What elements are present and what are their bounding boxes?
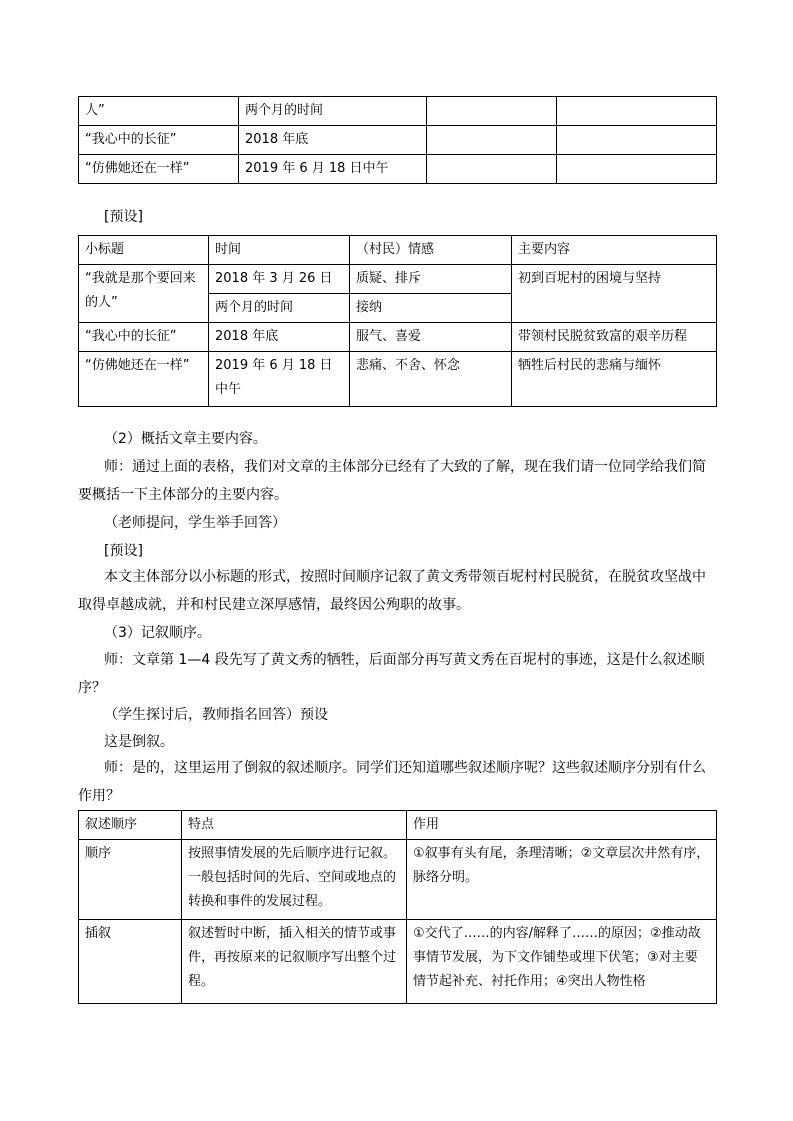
header-cell: 时间 <box>209 236 350 265</box>
paragraph: 本文主体部分以小标题的形式，按照时间顺序记叙了黄文秀带领百坭村村民脱贫，在脱贫攻坚战中取得卓越成就，并和村民建立深厚感情，最终因公殉职的故事。 <box>78 569 706 613</box>
header-cell: 作用 <box>407 811 717 840</box>
table-cell: 两个月的时间 <box>209 294 350 323</box>
paragraph: [预设] <box>104 543 143 559</box>
preset-label: [预设] <box>104 209 143 225</box>
table-cell: 初到百坭村的困境与坚持 <box>512 265 717 323</box>
table-cell: 人” <box>79 97 239 126</box>
table-row <box>79 920 717 1004</box>
table-cell: 牺牲后村民的悲痛与缅怀 <box>512 352 717 407</box>
header-cell: 特点 <box>182 811 407 840</box>
table-cell <box>427 155 557 184</box>
table-cell: “仿佛她还在一样” <box>79 352 209 407</box>
table-cell: 接纳 <box>350 294 512 323</box>
table-header-row <box>79 236 717 265</box>
table-cell: ①叙事有头有尾，条理清晰；②文章层次井然有序，脉络分明。 <box>407 840 717 920</box>
table-cell: 2018 年 3 月 26 日 <box>209 265 350 294</box>
table-row <box>79 126 717 155</box>
table-row <box>79 155 717 184</box>
table-row <box>79 323 717 352</box>
table-cell: 两个月的时间 <box>239 97 427 126</box>
header-cell: 主要内容 <box>512 236 717 265</box>
table-cell: 服气、喜爱 <box>350 323 512 352</box>
narration-order-table <box>78 810 717 1004</box>
paragraph: （老师提问，学生举手回答） <box>104 515 286 531</box>
table-header-row <box>79 811 717 840</box>
table-cell: “我就是那个要回来的人” <box>79 265 209 323</box>
table-cell <box>557 126 717 155</box>
table-cell <box>427 97 557 126</box>
table-cell: 带领村民脱贫致富的艰辛历程 <box>512 323 717 352</box>
table-row <box>79 352 717 407</box>
table-cell: “我心中的长征” <box>79 323 209 352</box>
header-cell: 叙述顺序 <box>79 811 182 840</box>
paragraph: （学生探讨后，教师指名回答）预设 <box>104 707 328 723</box>
table-cell: 2018 年底 <box>239 126 427 155</box>
table-cell: 2019 年 6 月 18 日中午 <box>209 352 350 407</box>
paragraph: 这是倒叙。 <box>104 734 174 750</box>
paragraph: 师：文章第 1—4 段先写了黄文秀的牺牲，后面部分再写黄文秀在百坭村的事迹，这是什么叙述顺序？ <box>78 652 705 696</box>
table-cell <box>557 97 717 126</box>
table-cell: 按照事情发展的先后顺序进行记叙。一般包括时间的先后、空间或地点的转换和事件的发展过程。 <box>182 840 407 920</box>
header-cell: 小标题 <box>79 236 209 265</box>
table-cell <box>557 155 717 184</box>
paragraph: 师：是的，这里运用了倒叙的叙述顺序。同学们还知道哪些叙述顺序呢？这些叙述顺序分别有什么作用？ <box>78 760 706 804</box>
table-cell: “我心中的长征” <box>79 126 239 155</box>
section-heading: （2）概括文章主要内容。 <box>104 431 267 447</box>
table-continued <box>78 96 717 184</box>
table-cell: 质疑、排斥 <box>350 265 512 294</box>
paragraph: 师：通过上面的表格，我们对文章的主体部分已经有了大致的了解，现在我们请一位同学给我们简要概括一下主体部分的主要内容。 <box>78 459 706 503</box>
table-row <box>79 840 717 920</box>
table-row <box>79 97 717 126</box>
table-cell <box>427 126 557 155</box>
table-cell: ①交代了……的内容/解释了……的原因；②推动故事情节发展，为下文作铺垫或埋下伏笔；③对主要情节起补充、衬托作用；④突出人物性格 <box>407 920 717 1004</box>
table-cell: 2018 年底 <box>209 323 350 352</box>
table-cell: 2019 年 6 月 18 日中午 <box>239 155 427 184</box>
table-row <box>79 265 717 294</box>
table-cell: 顺序 <box>79 840 182 920</box>
section-heading: （3）记叙顺序。 <box>104 625 211 641</box>
table-cell: 悲痛、不舍、怀念 <box>350 352 512 407</box>
table-cell: 叙述暂时中断，插入相关的情节或事件，再按原来的记叙顺序写出整个过程。 <box>182 920 407 1004</box>
table-cell: “仿佛她还在一样” <box>79 155 239 184</box>
table-cell: 插叙 <box>79 920 182 1004</box>
header-cell: （村民）情感 <box>350 236 512 265</box>
subtitle-table <box>78 235 717 407</box>
